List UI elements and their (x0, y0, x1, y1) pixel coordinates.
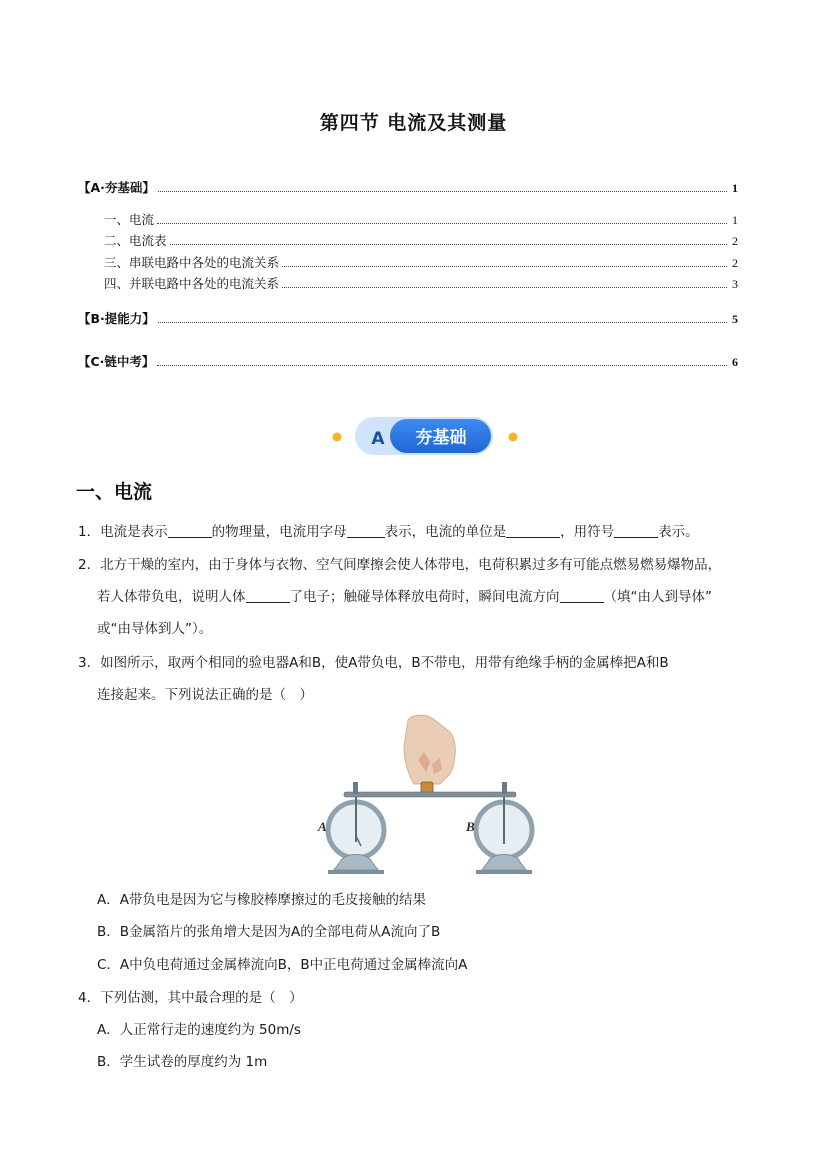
toc-item-label: 二、电流表 (104, 233, 167, 248)
toc-item[interactable] (104, 231, 738, 249)
banner-left-dot (333, 433, 342, 442)
question-2-line-2: 若人体带负电，说明人体 了电子；触碰导体释放电荷时，瞬间电流方向 （填“由人到导体” (97, 589, 712, 605)
toc-item-page: 5 (732, 312, 738, 326)
toc-item[interactable] (104, 253, 738, 271)
toc-item-label: 【C·链中考】 (78, 354, 155, 369)
toc-item[interactable] (104, 210, 738, 228)
answer-blank[interactable] (347, 523, 385, 538)
option-b[interactable]: B．B金属箔片的张角增大是因为A的全部电荷从A流向了B (97, 924, 441, 940)
section-banner (265, 410, 585, 462)
question-2-line-1: 2．北方干燥的室内，由于身体与衣物、空气间摩擦会使人体带电，电荷积累过多有可能点燃易燃易爆物品， (78, 557, 722, 573)
toc-item-label: 四、并联电路中各处的电流关系 (104, 276, 280, 291)
question-3-line-1: 3．如图所示，取两个相同的验电器A和B，使A带负电，B不带电，用带有绝缘手柄的金属棒把A和B (78, 655, 669, 671)
label-a: A (318, 819, 327, 834)
answer-blank[interactable] (560, 588, 604, 603)
label-b: B (466, 819, 475, 834)
page-title: 第四节 电流及其测量 (319, 112, 508, 134)
toc-item-page: 3 (732, 277, 738, 291)
question-2-line-3: 或“由导体到人”）。 (97, 621, 213, 637)
toc-item-label: 【A·夯基础】 (78, 180, 155, 195)
toc-item[interactable] (78, 178, 738, 196)
banner-right-dot (509, 433, 518, 442)
toc-item-page: 2 (732, 256, 738, 270)
option-a[interactable]: A．A带负电是因为它与橡胶棒摩擦过的毛皮接触的结果 (97, 892, 426, 908)
toc-item-label: 一、电流 (104, 212, 155, 227)
banner-letter: A (371, 429, 385, 449)
question-1: 1．电流是表示 的物理量，电流用字母 表示，电流的单位是 ，用符号 表示。 (78, 524, 699, 540)
answer-blank[interactable] (506, 523, 560, 538)
metal-rod (344, 792, 516, 797)
toc-item-label: 三、串联电路中各处的电流关系 (104, 255, 280, 270)
answer-blank[interactable] (246, 588, 290, 603)
banner-text: 夯基础 (415, 428, 467, 448)
question-3-line-2: 连接起来。下列说法正确的是（ ） (97, 687, 313, 703)
answer-blank[interactable] (168, 523, 212, 538)
option-a[interactable]: A．人正常行走的速度约为 50m/s (97, 1022, 301, 1038)
option-c[interactable]: C．A中负电荷通过金属棒流向B，B中正电荷通过金属棒流向A (97, 957, 468, 973)
option-b[interactable]: B．学生试卷的厚度约为 1m (97, 1054, 268, 1070)
answer-blank[interactable] (614, 523, 658, 538)
toc-item-page: 1 (732, 181, 738, 195)
electroscope-figure (300, 712, 540, 877)
hand-icon (404, 715, 455, 784)
question-4-stem: 4．下列估测，其中最合理的是（ ） (78, 990, 303, 1006)
section-heading: 一、电流 (76, 481, 153, 503)
toc-item-page: 1 (732, 213, 738, 227)
toc-item[interactable] (104, 274, 738, 292)
toc-item[interactable] (78, 352, 738, 370)
toc-item-label: 【B·提能力】 (78, 311, 155, 326)
toc-item[interactable] (78, 309, 738, 327)
toc-item-page: 6 (732, 355, 738, 369)
toc-item-page: 2 (732, 234, 738, 248)
